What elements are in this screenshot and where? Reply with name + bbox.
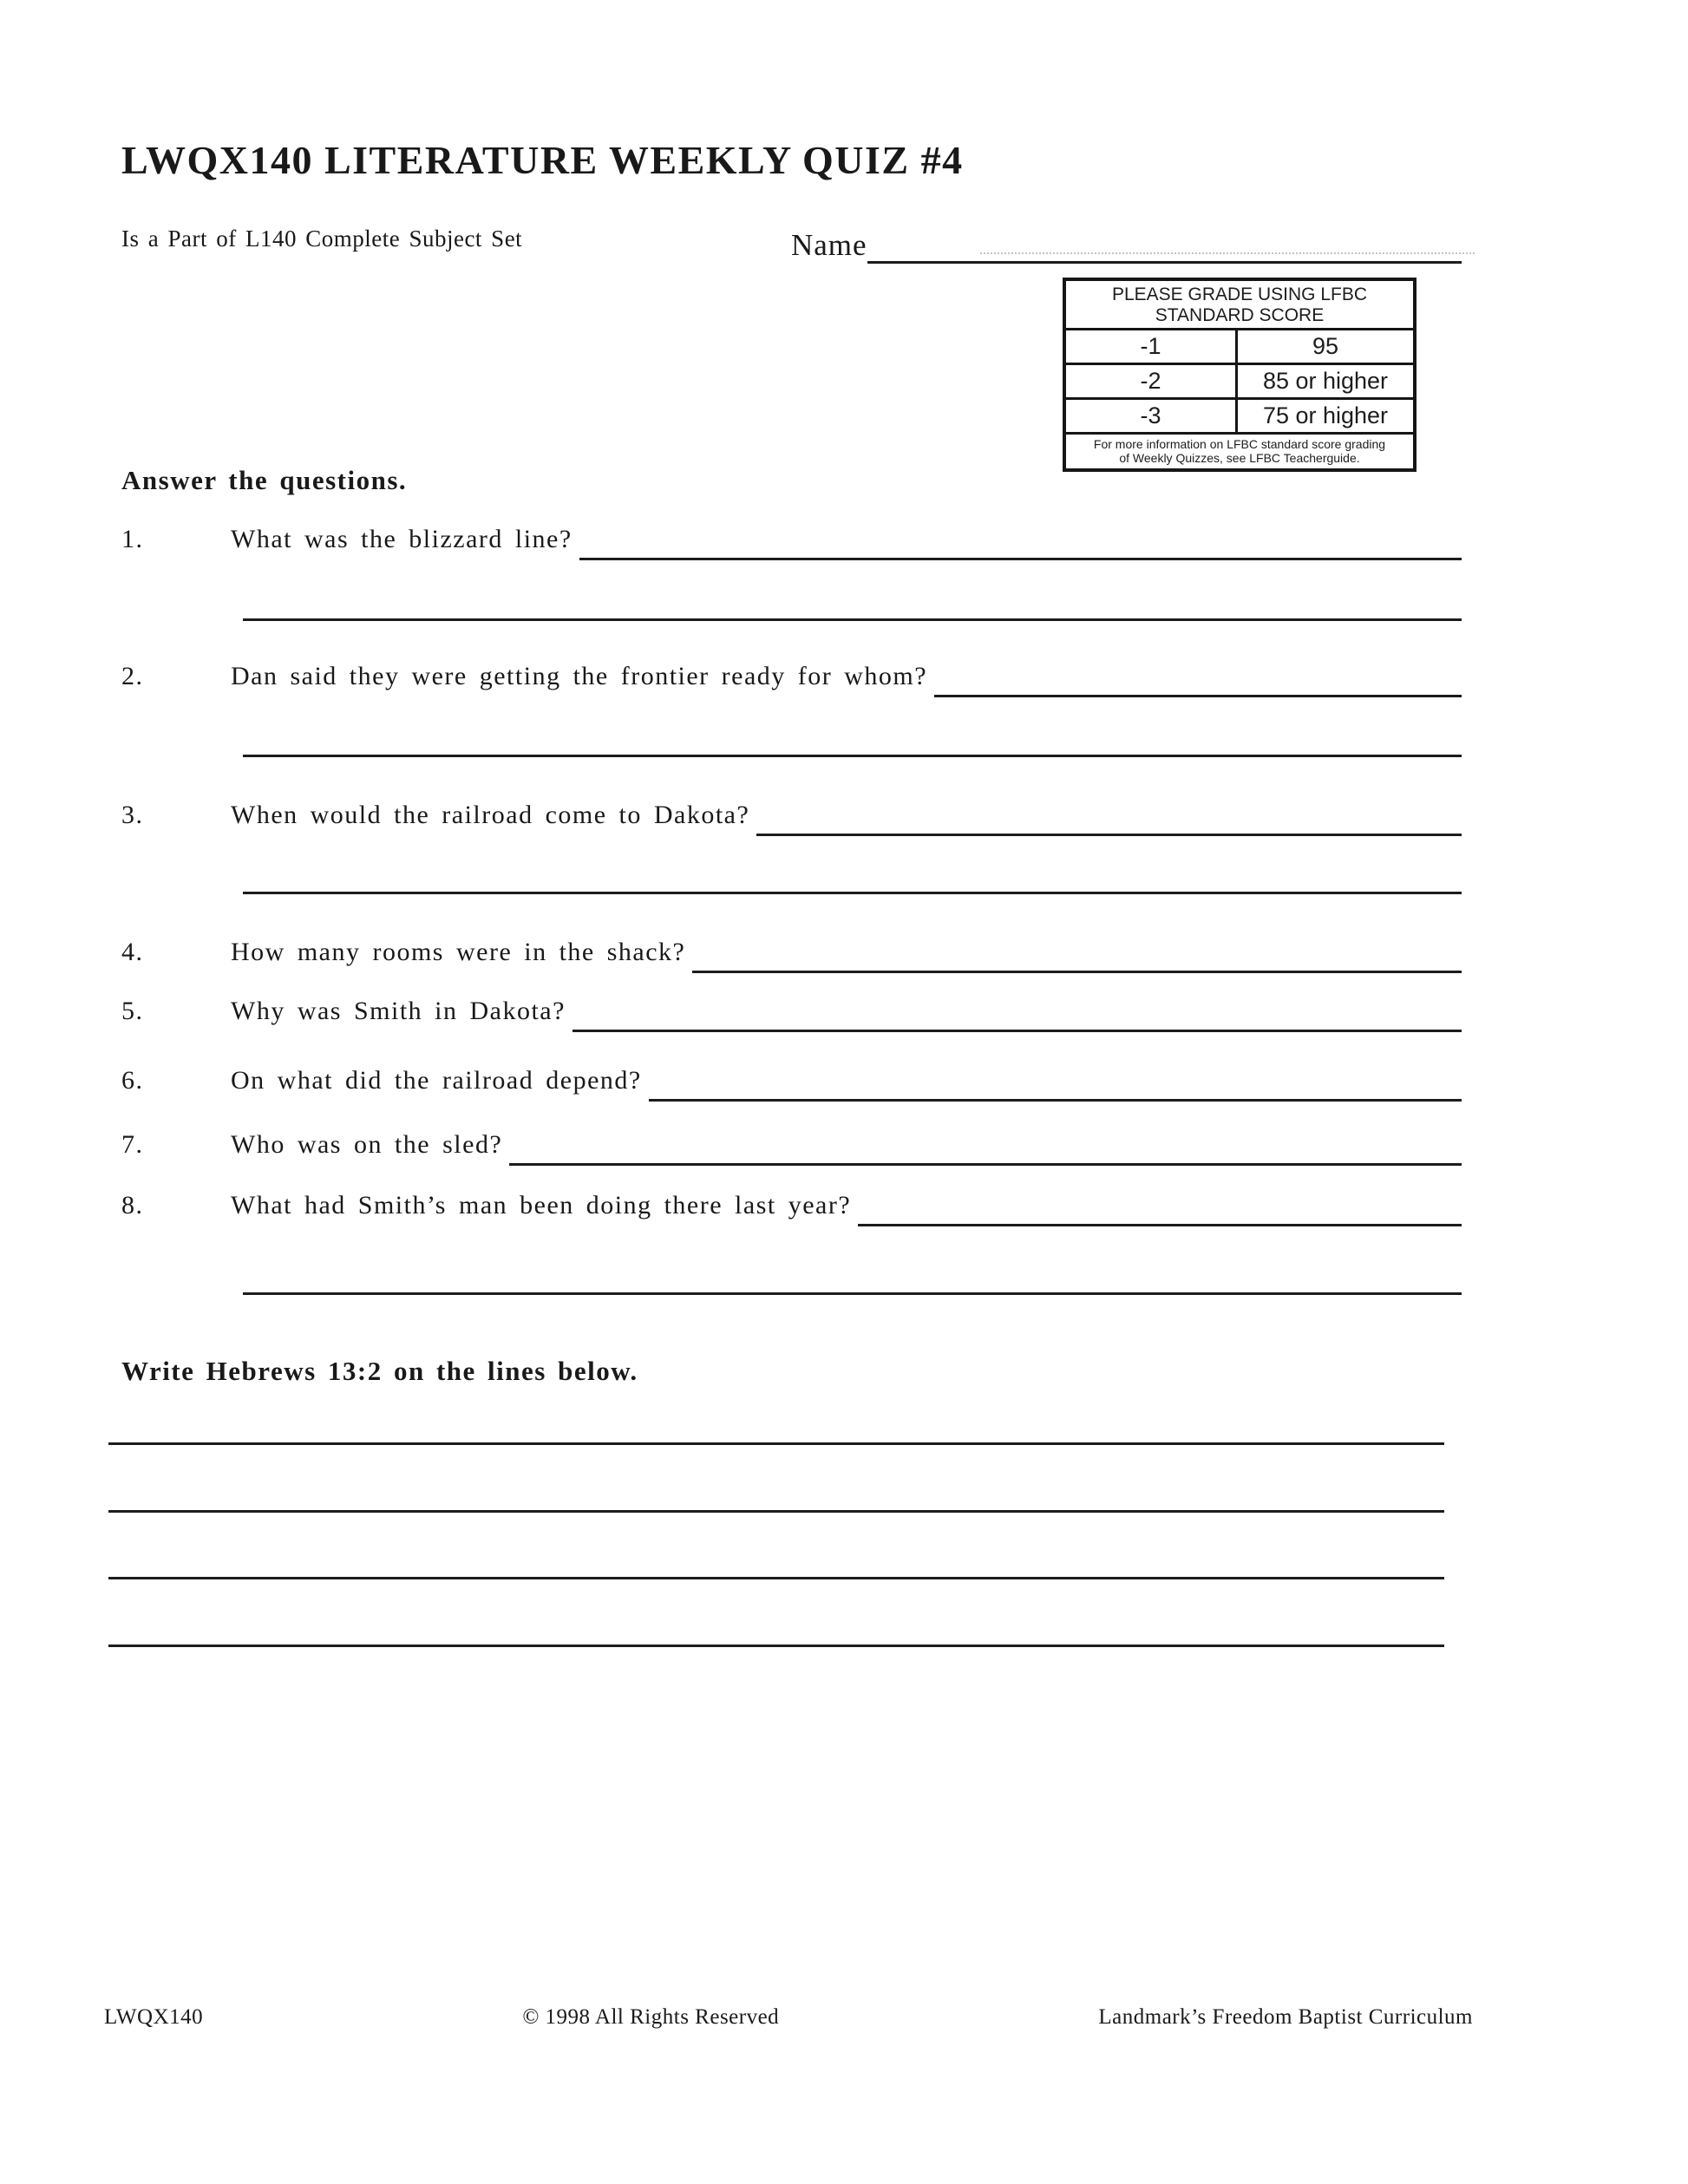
grade-table-footnote (1066, 435, 1413, 468)
answer-blank-1[interactable] (579, 558, 1462, 560)
answer-blank-2-continued[interactable] (243, 755, 1462, 757)
score-cell: -2 (1066, 365, 1238, 397)
question-number: 8. (121, 1191, 144, 1220)
questions-heading: Answer the questions. (121, 465, 408, 495)
page-title: LWQX140 LITERATURE WEEKLY QUIZ #4 (121, 138, 964, 182)
answer-blank-1-continued[interactable] (243, 618, 1462, 621)
question-number: 2. (121, 662, 144, 690)
grade-cell: 75 or higher (1262, 402, 1389, 428)
grade-table-header-line: PLEASE GRADE USING LFBC (1111, 284, 1368, 304)
question-number: 5. (121, 997, 144, 1025)
scan-artifact-line (980, 252, 1475, 254)
subtitle: Is a Part of L140 Complete Subject Set (121, 226, 523, 252)
question-text: On what did the railroad depend? (231, 1066, 642, 1095)
answer-blank-5[interactable] (572, 1030, 1462, 1032)
score-cell: -3 (1066, 400, 1238, 432)
question-row-8 (121, 1183, 1462, 1226)
name-label: Name (791, 228, 867, 262)
verse-line-3[interactable] (108, 1577, 1444, 1579)
question-text: When would the railroad come to Dakota? (231, 801, 750, 829)
grade-table (1063, 278, 1416, 472)
answer-blank-8-continued[interactable] (243, 1292, 1462, 1295)
question-number: 4. (121, 938, 144, 966)
question-number: 6. (121, 1066, 144, 1095)
question-row-5 (121, 989, 1462, 1032)
question-number: 1. (121, 525, 144, 553)
verse-line-4[interactable] (108, 1645, 1444, 1647)
footer-code: LWQX140 (104, 2005, 204, 2029)
grade-cell: 95 (1312, 333, 1339, 359)
question-row-7 (121, 1122, 1462, 1166)
verse-heading: Write Hebrews 13:2 on the lines below. (121, 1356, 638, 1386)
question-number: 3. (121, 801, 144, 829)
footer-copyright: © 1998 All Rights Reserved (522, 2005, 780, 2029)
answer-blank-4[interactable] (692, 971, 1462, 973)
grade-table-row (1066, 330, 1413, 365)
answer-blank-8[interactable] (858, 1224, 1462, 1226)
name-blank[interactable] (867, 261, 1462, 264)
question-row-2 (121, 654, 1462, 697)
page-footer (104, 2005, 1473, 2030)
answer-blank-6[interactable] (649, 1099, 1462, 1102)
answer-blank-3-continued[interactable] (243, 892, 1462, 894)
answer-blank-3[interactable] (756, 834, 1462, 836)
grade-table-header (1066, 281, 1413, 330)
grade-table-footnote-line: of Weekly Quizzes, see LFBC Teacherguide. (1119, 451, 1360, 465)
verse-line-1[interactable] (108, 1442, 1444, 1445)
grade-table-row (1066, 400, 1413, 435)
question-row-1 (121, 517, 1462, 560)
question-row-3 (121, 793, 1462, 836)
question-number: 7. (121, 1130, 144, 1159)
grade-table-header-line: STANDARD SCORE (1155, 305, 1325, 325)
grade-table-footnote-line: For more information on LFBC standard score grading (1093, 437, 1386, 451)
grade-table-row (1066, 365, 1413, 400)
grade-cell: 85 or higher (1262, 368, 1389, 394)
question-text: Dan said they were getting the frontier ready for whom? (231, 662, 928, 690)
question-text: What was the blizzard line? (231, 525, 572, 553)
question-text: Who was on the sled? (231, 1130, 503, 1159)
question-text: What had Smith’s man been doing there last year? (231, 1191, 852, 1220)
question-row-4 (121, 930, 1462, 973)
question-row-6 (121, 1058, 1462, 1102)
answer-blank-2[interactable] (934, 695, 1462, 697)
question-text: Why was Smith in Dakota? (231, 997, 566, 1025)
verse-line-2[interactable] (108, 1510, 1444, 1513)
footer-publisher: Landmark’s Freedom Baptist Curriculum (1098, 2005, 1473, 2029)
answer-blank-7[interactable] (509, 1163, 1462, 1166)
question-text: How many rooms were in the shack? (231, 938, 686, 966)
name-field-row (791, 213, 1462, 264)
score-cell: -1 (1066, 330, 1238, 363)
